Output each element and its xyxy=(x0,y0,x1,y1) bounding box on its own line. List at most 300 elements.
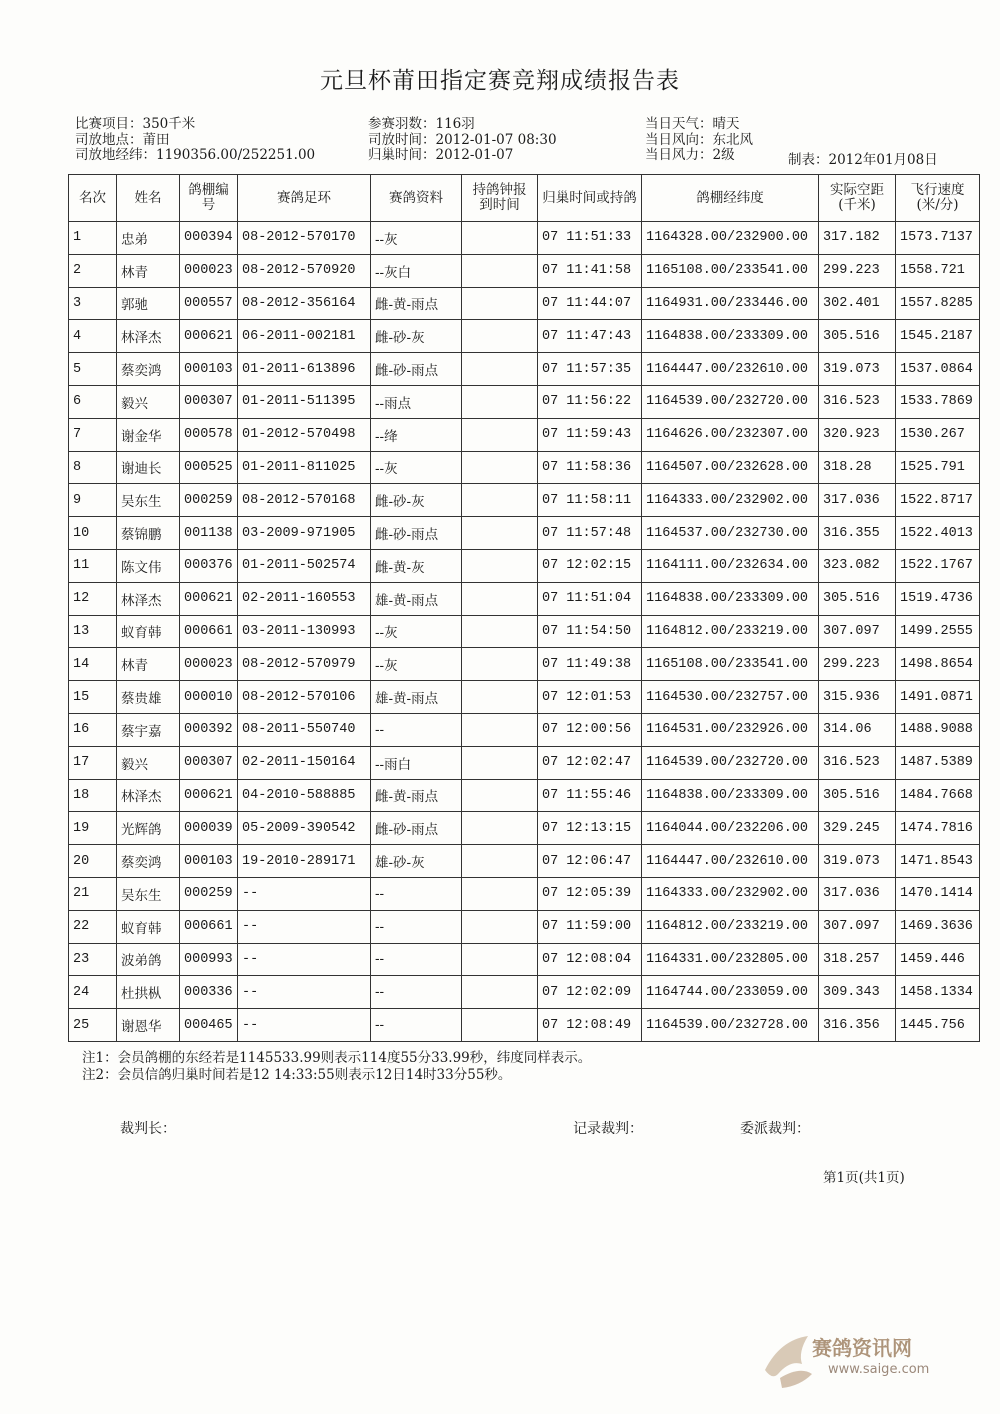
table-cell: 07 12:01:53 xyxy=(538,681,642,714)
table-cell: --灰 xyxy=(371,615,462,648)
table-cell: 000525 xyxy=(180,451,238,484)
page-title: 元旦杯莆田指定赛竞翔成绩报告表 xyxy=(320,68,680,94)
meta-column-2 xyxy=(368,117,557,164)
table-cell: --灰 xyxy=(371,451,462,484)
table-cell: 1164626.00/232307.00 xyxy=(642,418,819,451)
table-cell: 吴东生 xyxy=(117,484,180,517)
table-cell: 雄-黄-雨点 xyxy=(371,681,462,714)
table-cell: 1164507.00/232628.00 xyxy=(642,451,819,484)
table-cell: 17 xyxy=(69,746,117,779)
table-cell: 317.182 xyxy=(819,222,896,255)
table-cell: 5 xyxy=(69,353,117,386)
table-cell: 000259 xyxy=(180,877,238,910)
table-cell: 1164931.00/233446.00 xyxy=(642,287,819,320)
table-cell: --灰 xyxy=(371,222,462,255)
table-row xyxy=(69,746,980,779)
table-cell: 1459.446 xyxy=(896,943,980,976)
table-cell xyxy=(462,812,538,845)
table-cell: -- xyxy=(238,943,371,976)
table-cell: 雌-砂-雨点 xyxy=(371,517,462,550)
table-cell: 316.523 xyxy=(819,746,896,779)
table-cell: 309.343 xyxy=(819,976,896,1009)
table-cell xyxy=(462,385,538,418)
table-cell: 22 xyxy=(69,910,117,943)
table-cell: 316.523 xyxy=(819,385,896,418)
table-cell: -- xyxy=(371,877,462,910)
table-cell: 07 11:44:07 xyxy=(538,287,642,320)
meta-event: 比赛项目：350千米 xyxy=(75,116,196,132)
table-cell: 320.923 xyxy=(819,418,896,451)
column-header: 持鸽钟报到时间 xyxy=(462,175,538,222)
table-header-row xyxy=(69,175,980,222)
table-cell xyxy=(462,418,538,451)
table-cell: 323.082 xyxy=(819,549,896,582)
table-cell: -- xyxy=(238,910,371,943)
table-cell: -- xyxy=(371,713,462,746)
meta-wind-direction: 当日风向：东北风 xyxy=(645,131,753,148)
table-cell: 1557.8285 xyxy=(896,287,980,320)
table-cell: 07 11:55:46 xyxy=(538,779,642,812)
table-cell: 3 xyxy=(69,287,117,320)
table-cell: 000376 xyxy=(180,549,238,582)
table-cell: 1 xyxy=(69,222,117,255)
table-cell: 林青 xyxy=(117,648,180,681)
footnote-2: 注2：会员信鸽归巢时间若是12 14:33:55则表示12日14时33分55秒。 xyxy=(82,1067,512,1083)
table-cell: 10 xyxy=(69,517,117,550)
table-cell: 05-2009-390542 xyxy=(238,812,371,845)
table-cell: 07 11:57:35 xyxy=(538,353,642,386)
column-header: 归巢时间或持鸽 xyxy=(538,175,642,222)
table-cell xyxy=(462,353,538,386)
chief-judge-label: 裁判长： xyxy=(120,1121,176,1137)
table-cell: 08-2012-570979 xyxy=(238,648,371,681)
table-cell: 9 xyxy=(69,484,117,517)
table-row xyxy=(69,812,980,845)
table-cell: 吴东生 xyxy=(117,877,180,910)
table-cell: 蔡锦鹏 xyxy=(117,517,180,550)
table-cell: 1470.1414 xyxy=(896,877,980,910)
table-cell xyxy=(462,615,538,648)
table-cell: 1164333.00/232902.00 xyxy=(642,877,819,910)
table-row xyxy=(69,681,980,714)
table-cell: 307.097 xyxy=(819,910,896,943)
table-cell: 忠弟 xyxy=(117,222,180,255)
table-row xyxy=(69,517,980,550)
table-cell: 1522.1767 xyxy=(896,549,980,582)
table-cell: 陈文伟 xyxy=(117,549,180,582)
table-cell: 07 11:57:48 xyxy=(538,517,642,550)
table-cell: 07 11:51:04 xyxy=(538,582,642,615)
watermark-url: www.saige.com xyxy=(828,1362,930,1377)
table-cell: 08-2012-356164 xyxy=(238,287,371,320)
table-cell: 雌-砂-雨点 xyxy=(371,353,462,386)
table-cell: 314.06 xyxy=(819,713,896,746)
footnotes xyxy=(82,1050,591,1084)
table-cell: 07 12:00:56 xyxy=(538,713,642,746)
table-cell: -- xyxy=(371,910,462,943)
table-cell: 000661 xyxy=(180,615,238,648)
table-cell: 000392 xyxy=(180,713,238,746)
table-cell: 19-2010-289171 xyxy=(238,845,371,878)
table-cell: 08-2011-550740 xyxy=(238,713,371,746)
meta-release-time: 司放时间：2012-01-07 08:30 xyxy=(368,131,557,148)
meta-column-1 xyxy=(75,117,315,164)
table-cell: 1164328.00/232900.00 xyxy=(642,222,819,255)
table-cell xyxy=(462,845,538,878)
table-cell: 1533.7869 xyxy=(896,385,980,418)
table-cell: 4 xyxy=(69,320,117,353)
table-cell: 1484.7668 xyxy=(896,779,980,812)
table-cell: -- xyxy=(238,1009,371,1042)
table-cell: 1471.8543 xyxy=(896,845,980,878)
table-cell: 08-2012-570106 xyxy=(238,681,371,714)
table-cell: --灰白 xyxy=(371,254,462,287)
table-cell: 林泽杰 xyxy=(117,320,180,353)
table-cell xyxy=(462,287,538,320)
recorder-judge-label: 记录裁判： xyxy=(573,1121,643,1137)
table-cell xyxy=(462,877,538,910)
table-cell: 06-2011-002181 xyxy=(238,320,371,353)
table-cell: 雌-黄-雨点 xyxy=(371,779,462,812)
table-cell: 毅兴 xyxy=(117,746,180,779)
table-cell: 000557 xyxy=(180,287,238,320)
table-cell: 319.073 xyxy=(819,353,896,386)
table-cell: 305.516 xyxy=(819,779,896,812)
table-cell: 1488.9088 xyxy=(896,713,980,746)
table-cell: 08-2012-570168 xyxy=(238,484,371,517)
table-cell xyxy=(462,484,538,517)
table-cell: 15 xyxy=(69,681,117,714)
table-cell: 000621 xyxy=(180,582,238,615)
table-cell: 316.355 xyxy=(819,517,896,550)
table-cell: 315.936 xyxy=(819,681,896,714)
table-cell: 1519.4736 xyxy=(896,582,980,615)
table-row xyxy=(69,222,980,255)
table-cell: -- xyxy=(238,877,371,910)
table-cell: 07 11:41:58 xyxy=(538,254,642,287)
table-cell xyxy=(462,451,538,484)
table-cell: 000039 xyxy=(180,812,238,845)
table-cell: 07 12:02:15 xyxy=(538,549,642,582)
table-cell: 000010 xyxy=(180,681,238,714)
table-cell xyxy=(462,517,538,550)
table-row xyxy=(69,320,980,353)
table-cell xyxy=(462,320,538,353)
table-cell xyxy=(462,1009,538,1042)
table-cell: 07 11:51:33 xyxy=(538,222,642,255)
table-cell: 07 11:47:43 xyxy=(538,320,642,353)
table-cell: 林泽杰 xyxy=(117,582,180,615)
table-cell: 1164539.00/232728.00 xyxy=(642,1009,819,1042)
table-cell: 000023 xyxy=(180,648,238,681)
table-cell: 01-2011-811025 xyxy=(238,451,371,484)
table-cell: 蔡贵雄 xyxy=(117,681,180,714)
table-cell: 13 xyxy=(69,615,117,648)
table-cell: 305.516 xyxy=(819,582,896,615)
table-cell: 07 12:08:04 xyxy=(538,943,642,976)
table-cell: 08-2012-570170 xyxy=(238,222,371,255)
table-row xyxy=(69,451,980,484)
table-cell: 1573.7137 xyxy=(896,222,980,255)
table-cell: 000578 xyxy=(180,418,238,451)
table-row xyxy=(69,484,980,517)
column-header: 鸽棚经纬度 xyxy=(642,175,819,222)
table-row xyxy=(69,353,980,386)
page-number: 第1页(共1页) xyxy=(823,1170,905,1186)
table-row xyxy=(69,287,980,320)
table-cell: 000307 xyxy=(180,746,238,779)
table-cell: 林泽杰 xyxy=(117,779,180,812)
table-cell: 07 11:49:38 xyxy=(538,648,642,681)
table-cell: 谢迪长 xyxy=(117,451,180,484)
table-cell: 03-2011-130993 xyxy=(238,615,371,648)
table-cell: 1164812.00/233219.00 xyxy=(642,910,819,943)
table-cell: 000621 xyxy=(180,320,238,353)
table-cell: 1164331.00/232805.00 xyxy=(642,943,819,976)
table-cell: 1165108.00/233541.00 xyxy=(642,254,819,287)
table-cell xyxy=(462,943,538,976)
footnote-1: 注1：会员鸽棚的东经若是1145533.99则表示114度55分33.99秒，纬度同样表示。 xyxy=(82,1050,592,1066)
table-cell: 04-2010-588885 xyxy=(238,779,371,812)
table-cell: 299.223 xyxy=(819,254,896,287)
table-row xyxy=(69,943,980,976)
results-table xyxy=(68,174,980,1042)
table-cell: 1499.2555 xyxy=(896,615,980,648)
table-row xyxy=(69,549,980,582)
table-cell: 07 11:58:11 xyxy=(538,484,642,517)
table-cell: 000103 xyxy=(180,353,238,386)
table-cell: 1164447.00/232610.00 xyxy=(642,353,819,386)
table-cell xyxy=(462,648,538,681)
table-cell: 林青 xyxy=(117,254,180,287)
table-cell: 07 12:02:09 xyxy=(538,976,642,1009)
table-cell: 1458.1334 xyxy=(896,976,980,1009)
table-cell: 7 xyxy=(69,418,117,451)
table-cell: 316.356 xyxy=(819,1009,896,1042)
table-cell: 1487.5389 xyxy=(896,746,980,779)
table-cell: 07 11:59:00 xyxy=(538,910,642,943)
table-cell: 雌-砂-灰 xyxy=(371,320,462,353)
table-cell: 07 12:08:49 xyxy=(538,1009,642,1042)
table-cell: 蔡奕鸿 xyxy=(117,353,180,386)
table-cell xyxy=(462,254,538,287)
table-cell: 雌-砂-灰 xyxy=(371,484,462,517)
table-cell: 08-2012-570920 xyxy=(238,254,371,287)
table-cell: 000465 xyxy=(180,1009,238,1042)
table-cell: 6 xyxy=(69,385,117,418)
table-cell: 19 xyxy=(69,812,117,845)
column-header: 鸽棚编号 xyxy=(180,175,238,222)
table-cell xyxy=(462,681,538,714)
table-cell: 1164530.00/232757.00 xyxy=(642,681,819,714)
table-cell: 21 xyxy=(69,877,117,910)
table-row xyxy=(69,648,980,681)
table-row xyxy=(69,845,980,878)
table-cell: 雌-砂-雨点 xyxy=(371,812,462,845)
table-cell: 1164447.00/232610.00 xyxy=(642,845,819,878)
table-cell: 1558.721 xyxy=(896,254,980,287)
table-cell: 1522.4013 xyxy=(896,517,980,550)
table-cell: 12 xyxy=(69,582,117,615)
meta-entries: 参赛羽数：116羽 xyxy=(368,116,475,132)
table-cell: 波弟鸽 xyxy=(117,943,180,976)
table-cell: 302.401 xyxy=(819,287,896,320)
table-cell: 雌-黄-雨点 xyxy=(371,287,462,320)
table-cell: 1522.8717 xyxy=(896,484,980,517)
table-cell: 毅兴 xyxy=(117,385,180,418)
table-cell: 杜拱枞 xyxy=(117,976,180,1009)
column-header: 飞行速度(米/分) xyxy=(896,175,980,222)
meta-release-coordinates: 司放地经纬：1190356.00/252251.00 xyxy=(75,147,316,163)
table-cell: 蔡奕鸿 xyxy=(117,845,180,878)
table-cell: -- xyxy=(238,976,371,1009)
table-cell xyxy=(462,713,538,746)
table-cell: 1164539.00/232720.00 xyxy=(642,385,819,418)
table-row xyxy=(69,1009,980,1042)
table-row xyxy=(69,582,980,615)
table-cell: 01-2012-570498 xyxy=(238,418,371,451)
table-cell: 07 12:13:15 xyxy=(538,812,642,845)
table-cell: 11 xyxy=(69,549,117,582)
table-cell: 319.073 xyxy=(819,845,896,878)
table-cell: 000394 xyxy=(180,222,238,255)
table-cell: 03-2009-971905 xyxy=(238,517,371,550)
table-cell: 07 11:56:22 xyxy=(538,385,642,418)
table-cell: 蚁育韩 xyxy=(117,615,180,648)
table-cell xyxy=(462,222,538,255)
table-cell: 1545.2187 xyxy=(896,320,980,353)
table-cell: 蔡宇嘉 xyxy=(117,713,180,746)
table-cell: -- xyxy=(371,1009,462,1042)
table-cell: 318.257 xyxy=(819,943,896,976)
table-cell: 299.223 xyxy=(819,648,896,681)
table-cell: 02-2011-150164 xyxy=(238,746,371,779)
table-cell: 317.036 xyxy=(819,484,896,517)
table-row xyxy=(69,910,980,943)
table-cell: 000993 xyxy=(180,943,238,976)
delegate-judge-label: 委派裁判： xyxy=(740,1121,810,1137)
meta-weather: 当日天气：晴天 xyxy=(645,116,740,132)
table-cell: 01-2011-511395 xyxy=(238,385,371,418)
table-cell: 307.097 xyxy=(819,615,896,648)
table-cell: 07 11:58:36 xyxy=(538,451,642,484)
table-cell: 1164812.00/233219.00 xyxy=(642,615,819,648)
table-cell: 305.516 xyxy=(819,320,896,353)
table-cell: -- xyxy=(371,943,462,976)
table-cell xyxy=(462,779,538,812)
table-cell: 07 12:05:39 xyxy=(538,877,642,910)
table-cell: 07 12:02:47 xyxy=(538,746,642,779)
table-cell: 谢金华 xyxy=(117,418,180,451)
table-cell: 8 xyxy=(69,451,117,484)
table-cell: --绛 xyxy=(371,418,462,451)
table-cell: 000259 xyxy=(180,484,238,517)
table-row xyxy=(69,254,980,287)
table-cell: 1469.3636 xyxy=(896,910,980,943)
table-cell: 317.036 xyxy=(819,877,896,910)
table-cell: 雄-黄-雨点 xyxy=(371,582,462,615)
table-cell xyxy=(462,746,538,779)
table-cell: --雨白 xyxy=(371,746,462,779)
table-cell: 1164744.00/233059.00 xyxy=(642,976,819,1009)
table-row xyxy=(69,713,980,746)
table-cell: 000023 xyxy=(180,254,238,287)
table-cell: 18 xyxy=(69,779,117,812)
table-cell: 02-2011-160553 xyxy=(238,582,371,615)
table-cell: 001138 xyxy=(180,517,238,550)
table-cell: 000621 xyxy=(180,779,238,812)
meta-wind-force: 当日风力：2级 xyxy=(645,147,735,163)
column-header: 名次 xyxy=(69,175,117,222)
table-row xyxy=(69,615,980,648)
table-cell: 1164537.00/232730.00 xyxy=(642,517,819,550)
table-cell: 07 12:06:47 xyxy=(538,845,642,878)
table-cell: 1164838.00/233309.00 xyxy=(642,582,819,615)
table-cell: 000103 xyxy=(180,845,238,878)
table-cell: 14 xyxy=(69,648,117,681)
table-cell: 1164111.00/232634.00 xyxy=(642,549,819,582)
column-header: 实际空距(千米) xyxy=(819,175,896,222)
table-cell: 2 xyxy=(69,254,117,287)
column-header: 赛鸽足环 xyxy=(238,175,371,222)
table-cell: -- xyxy=(371,976,462,1009)
table-cell: 雌-黄-灰 xyxy=(371,549,462,582)
table-cell: 1525.791 xyxy=(896,451,980,484)
table-cell: 1164838.00/233309.00 xyxy=(642,320,819,353)
table-cell: 07 11:54:50 xyxy=(538,615,642,648)
table-cell: 07 11:59:43 xyxy=(538,418,642,451)
table-row xyxy=(69,385,980,418)
table-cell: --雨点 xyxy=(371,385,462,418)
table-cell: 1530.267 xyxy=(896,418,980,451)
table-cell: 1491.0871 xyxy=(896,681,980,714)
table-cell: --灰 xyxy=(371,648,462,681)
table-cell: 1164838.00/233309.00 xyxy=(642,779,819,812)
table-cell: 1445.756 xyxy=(896,1009,980,1042)
table-cell xyxy=(462,582,538,615)
table-cell: 318.28 xyxy=(819,451,896,484)
table-cell: 1164531.00/232926.00 xyxy=(642,713,819,746)
table-cell: 000336 xyxy=(180,976,238,1009)
table-cell: 谢恩华 xyxy=(117,1009,180,1042)
table-cell xyxy=(462,976,538,1009)
table-cell: 23 xyxy=(69,943,117,976)
table-row xyxy=(69,976,980,1009)
column-header: 姓名 xyxy=(117,175,180,222)
table-cell: 1498.8654 xyxy=(896,648,980,681)
meta-release-location: 司放地点：莆田 xyxy=(75,131,170,148)
table-cell: 1164044.00/232206.00 xyxy=(642,812,819,845)
table-cell: 000307 xyxy=(180,385,238,418)
table-cell: 蚁育韩 xyxy=(117,910,180,943)
table-cell: 1474.7816 xyxy=(896,812,980,845)
table-cell: 雄-砂-灰 xyxy=(371,845,462,878)
meta-table-date: 制表：2012年01月08日 xyxy=(788,152,938,168)
table-cell: 1164539.00/232720.00 xyxy=(642,746,819,779)
table-row xyxy=(69,418,980,451)
table-cell: 1165108.00/233541.00 xyxy=(642,648,819,681)
table-cell: 1537.0864 xyxy=(896,353,980,386)
table-cell xyxy=(462,549,538,582)
table-cell: 1164333.00/232902.00 xyxy=(642,484,819,517)
table-cell: 20 xyxy=(69,845,117,878)
table-body xyxy=(69,222,980,1042)
table-cell: 000661 xyxy=(180,910,238,943)
meta-column-3 xyxy=(645,117,753,164)
column-header: 赛鸽资料 xyxy=(371,175,462,222)
table-cell: 25 xyxy=(69,1009,117,1042)
watermark-text: 赛鸽资讯网 xyxy=(812,1336,912,1360)
